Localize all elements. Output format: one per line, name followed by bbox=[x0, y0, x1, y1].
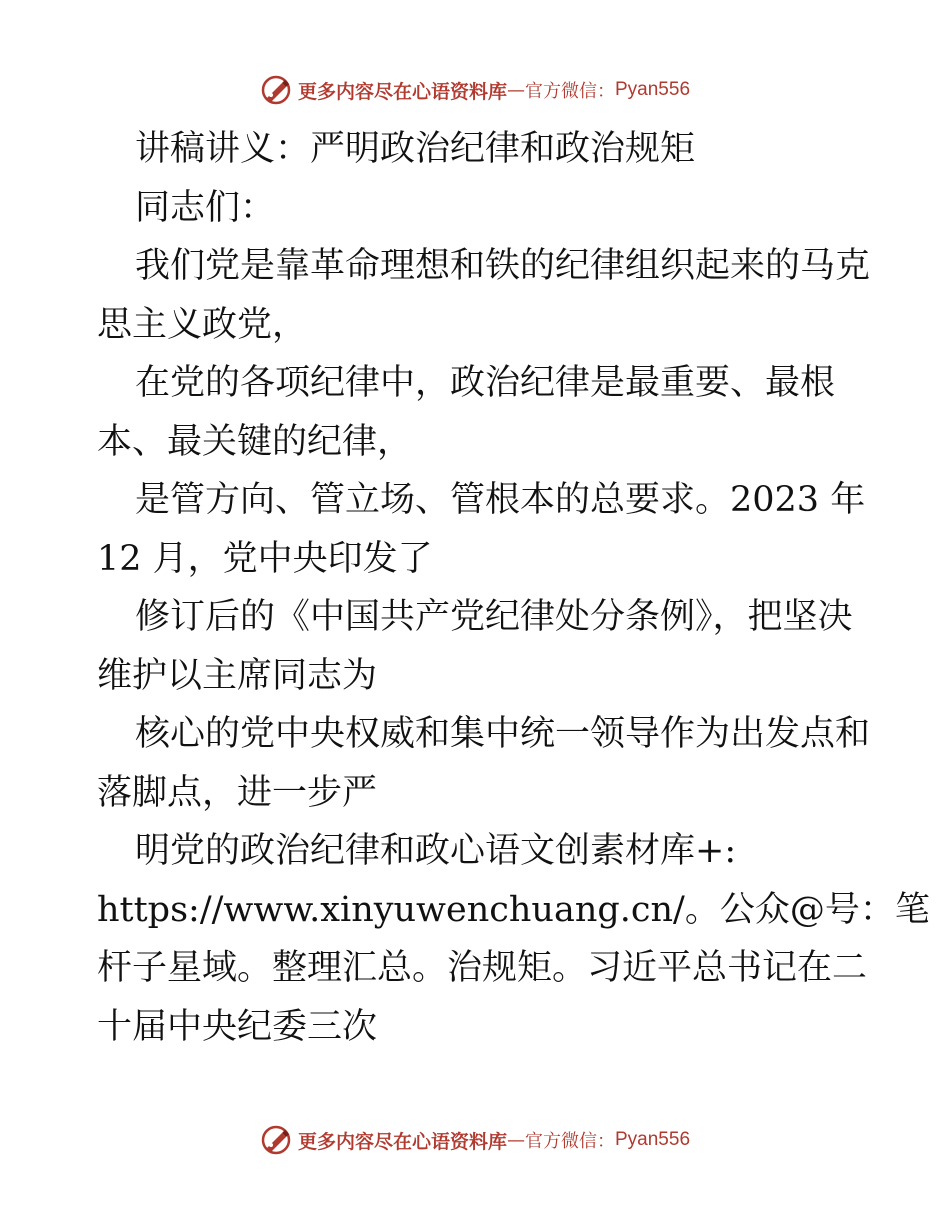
body-text-line: 本、最关键的纪律， bbox=[97, 421, 413, 462]
body-text-line: 杆子星域。整理汇总。治规矩。习近平总书记在二 bbox=[97, 948, 868, 988]
watermark-dash: — bbox=[507, 79, 525, 101]
body-text-line: 十届中央纪委三次 bbox=[97, 1006, 378, 1047]
body-text-line: 修订后的《中国共产党纪律处分条例》，把坚决 bbox=[135, 597, 853, 637]
watermark-brand-text: 更多内容尽在心语资料库 bbox=[297, 80, 507, 103]
body-text-line: 思主义政党， bbox=[97, 304, 308, 345]
pen-logo-icon bbox=[260, 1124, 292, 1156]
body-text-line: 是管方向、管立场、管根本的总要求。2023 年 bbox=[135, 480, 866, 520]
body-text-line: 12 月，党中央印发了 bbox=[97, 538, 433, 579]
footer-watermark-banner bbox=[0, 1120, 950, 1160]
body-text-line: 我们党是靠革命理想和铁的纪律组织起来的马克 bbox=[135, 246, 871, 286]
document-body bbox=[97, 120, 930, 1056]
watermark-brand-text: 更多内容尽在心语资料库 bbox=[297, 1130, 507, 1153]
body-text-line: 落脚点，进一步严 bbox=[97, 772, 378, 813]
watermark-wechat-id: Pyan556 bbox=[615, 1129, 691, 1150]
pen-logo-icon bbox=[260, 74, 292, 106]
header-watermark-banner bbox=[0, 70, 950, 110]
watermark-wechat-id: Pyan556 bbox=[615, 79, 691, 100]
document-title-line: 讲稿讲义：严明政治纪律和政治规矩 bbox=[135, 129, 696, 169]
body-text-line: 维护以主席同志为 bbox=[97, 655, 378, 696]
watermark-contact-label: 官方微信： bbox=[525, 1131, 615, 1152]
salutation-line: 同志们： bbox=[135, 187, 276, 228]
body-text-line: https://www.xinyuwenchuang.cn/。公众@号：笔 bbox=[97, 889, 930, 930]
watermark-contact-label: 官方微信： bbox=[525, 81, 615, 102]
body-text-line: 核心的党中央权威和集中统一领导作为出发点和 bbox=[135, 714, 871, 754]
body-text-line: 明党的政治纪律和政心语文创素材库+: bbox=[135, 831, 737, 871]
body-text-line: 在党的各项纪律中，政治纪律是最重要、最根 bbox=[135, 363, 836, 403]
watermark-dash: — bbox=[507, 1129, 525, 1151]
